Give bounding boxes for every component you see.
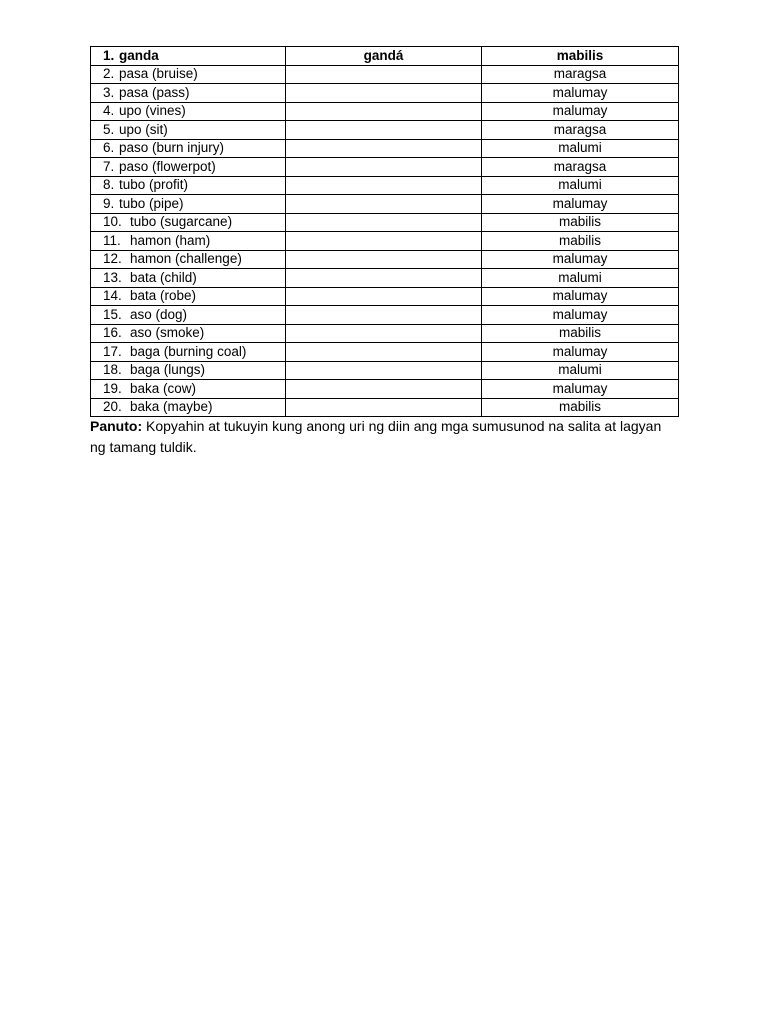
word-cell bbox=[91, 102, 286, 121]
accent-type-cell: mabilis bbox=[482, 324, 679, 343]
item-number: 2. bbox=[103, 66, 115, 82]
word-cell bbox=[91, 213, 286, 232]
table-row bbox=[91, 195, 679, 214]
table-row bbox=[91, 121, 679, 140]
item-number: 14. bbox=[103, 288, 122, 304]
header-word-cell bbox=[91, 47, 286, 66]
instructions-text: Kopyahin at tukuyin kung anong uri ng diin ang mga sumusunod na salita at lagyan ng tamang tuldik. bbox=[90, 418, 662, 455]
item-word: baga (burning coal) bbox=[130, 343, 247, 359]
table-row bbox=[91, 324, 679, 343]
answer-cell[interactable] bbox=[286, 84, 482, 103]
table-row bbox=[91, 250, 679, 269]
item-word: paso (flowerpot) bbox=[119, 158, 216, 174]
table-row bbox=[91, 158, 679, 177]
word-cell bbox=[91, 250, 286, 269]
answer-cell[interactable] bbox=[286, 102, 482, 121]
accent-type-cell: malumay bbox=[482, 287, 679, 306]
item-word: baka (cow) bbox=[130, 380, 197, 396]
table-row bbox=[91, 306, 679, 325]
item-number: 19. bbox=[103, 380, 122, 396]
accent-type-cell: maragsa bbox=[482, 65, 679, 84]
word-cell bbox=[91, 158, 286, 177]
answer-cell[interactable] bbox=[286, 176, 482, 195]
item-number: 8. bbox=[103, 177, 115, 193]
item-word: tubo (sugarcane) bbox=[130, 214, 233, 230]
accent-type-cell: malumay bbox=[482, 195, 679, 214]
answer-cell[interactable] bbox=[286, 324, 482, 343]
table-row bbox=[91, 380, 679, 399]
word-cell bbox=[91, 287, 286, 306]
answer-cell[interactable] bbox=[286, 343, 482, 362]
answer-cell[interactable] bbox=[286, 158, 482, 177]
accent-type-cell: malumay bbox=[482, 343, 679, 362]
accent-type-cell: malumay bbox=[482, 380, 679, 399]
accent-type-cell: maragsa bbox=[482, 121, 679, 140]
item-number: 17. bbox=[103, 343, 122, 359]
item-number: 1. bbox=[103, 47, 115, 63]
item-word: pasa (pass) bbox=[119, 84, 190, 100]
item-word: paso (burn injury) bbox=[119, 140, 225, 156]
answer-cell[interactable] bbox=[286, 232, 482, 251]
word-cell bbox=[91, 195, 286, 214]
item-number: 5. bbox=[103, 121, 115, 137]
answer-cell[interactable] bbox=[286, 121, 482, 140]
answer-cell[interactable] bbox=[286, 361, 482, 380]
answer-cell[interactable] bbox=[286, 250, 482, 269]
item-number: 16. bbox=[103, 325, 122, 341]
answer-cell[interactable] bbox=[286, 306, 482, 325]
word-cell bbox=[91, 324, 286, 343]
table-row bbox=[91, 102, 679, 121]
accent-type-cell: mabilis bbox=[482, 232, 679, 251]
table-row bbox=[91, 232, 679, 251]
table-row bbox=[91, 65, 679, 84]
accent-type-cell: malumay bbox=[482, 250, 679, 269]
word-cell bbox=[91, 176, 286, 195]
answer-cell[interactable] bbox=[286, 380, 482, 399]
item-word: aso (smoke) bbox=[130, 325, 205, 341]
word-cell bbox=[91, 306, 286, 325]
accent-type-cell: malumay bbox=[482, 102, 679, 121]
item-word: bata (robe) bbox=[130, 288, 197, 304]
item-word: upo (sit) bbox=[119, 121, 168, 137]
word-cell bbox=[91, 398, 286, 417]
table-row bbox=[91, 269, 679, 288]
item-number: 10. bbox=[103, 214, 122, 230]
table-header-row bbox=[91, 47, 679, 66]
item-word: tubo (pipe) bbox=[119, 195, 184, 211]
table-row bbox=[91, 84, 679, 103]
item-word: bata (child) bbox=[130, 269, 197, 285]
item-number: 9. bbox=[103, 195, 115, 211]
item-number: 7. bbox=[103, 158, 115, 174]
word-cell bbox=[91, 343, 286, 362]
accent-type-cell: malumi bbox=[482, 176, 679, 195]
instructions-paragraph bbox=[90, 416, 678, 458]
word-cell bbox=[91, 232, 286, 251]
accent-type-cell: malumi bbox=[482, 361, 679, 380]
item-word: hamon (challenge) bbox=[130, 251, 242, 267]
header-accented-cell: gandá bbox=[286, 47, 482, 66]
word-cell bbox=[91, 84, 286, 103]
item-word: tubo (profit) bbox=[119, 177, 189, 193]
word-cell bbox=[91, 269, 286, 288]
item-word: ganda bbox=[119, 47, 159, 63]
table-row bbox=[91, 287, 679, 306]
answer-cell[interactable] bbox=[286, 195, 482, 214]
answer-cell[interactable] bbox=[286, 398, 482, 417]
instructions-label: Panuto: bbox=[90, 418, 143, 434]
table-row bbox=[91, 343, 679, 362]
accent-type-cell: maragsa bbox=[482, 158, 679, 177]
answer-cell[interactable] bbox=[286, 65, 482, 84]
item-word: hamon (ham) bbox=[130, 232, 211, 248]
accent-type-cell: mabilis bbox=[482, 398, 679, 417]
item-number: 11. bbox=[103, 232, 121, 248]
item-word: baka (maybe) bbox=[130, 399, 213, 415]
item-number: 13. bbox=[103, 269, 122, 285]
accent-type-cell: malumay bbox=[482, 84, 679, 103]
answer-cell[interactable] bbox=[286, 287, 482, 306]
item-number: 15. bbox=[103, 306, 122, 322]
item-number: 18. bbox=[103, 362, 122, 378]
item-number: 4. bbox=[103, 103, 115, 119]
table-body bbox=[91, 47, 679, 417]
item-word: upo (vines) bbox=[119, 103, 186, 119]
table-row bbox=[91, 176, 679, 195]
word-cell bbox=[91, 121, 286, 140]
item-number: 6. bbox=[103, 140, 115, 156]
accent-type-cell: malumi bbox=[482, 269, 679, 288]
item-number: 12. bbox=[103, 251, 122, 267]
item-number: 3. bbox=[103, 84, 115, 100]
table-row bbox=[91, 361, 679, 380]
item-word: baga (lungs) bbox=[130, 362, 206, 378]
word-cell bbox=[91, 380, 286, 399]
word-table bbox=[90, 46, 679, 417]
accent-type-cell: malumay bbox=[482, 306, 679, 325]
word-cell bbox=[91, 139, 286, 158]
answer-cell[interactable] bbox=[286, 269, 482, 288]
table-row bbox=[91, 213, 679, 232]
word-cell bbox=[91, 361, 286, 380]
header-type-cell: mabilis bbox=[482, 47, 679, 66]
word-cell bbox=[91, 65, 286, 84]
item-word: aso (dog) bbox=[130, 306, 188, 322]
item-word: pasa (bruise) bbox=[119, 66, 198, 82]
accent-type-cell: malumi bbox=[482, 139, 679, 158]
item-number: 20. bbox=[103, 399, 122, 415]
table-row bbox=[91, 398, 679, 417]
table-row bbox=[91, 139, 679, 158]
answer-cell[interactable] bbox=[286, 139, 482, 158]
answer-cell[interactable] bbox=[286, 213, 482, 232]
accent-type-cell: mabilis bbox=[482, 213, 679, 232]
